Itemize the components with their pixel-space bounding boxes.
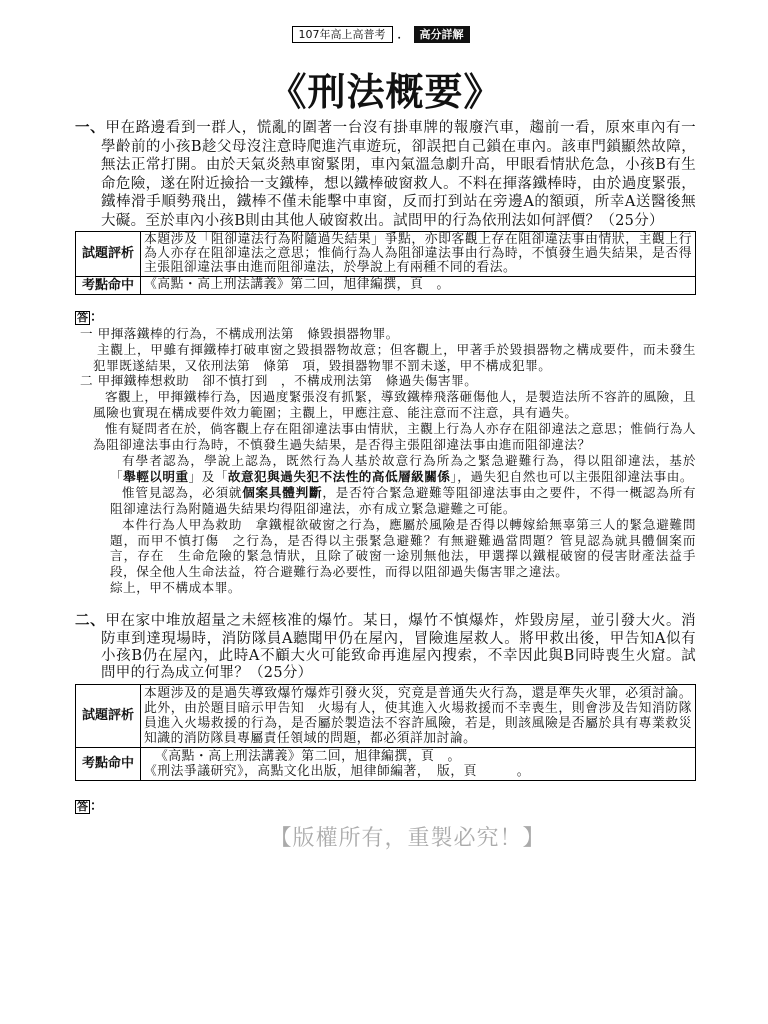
exam-label: 107年高上高普考 [292, 26, 393, 43]
answer-heading-2 [75, 799, 696, 815]
analysis-row [76, 231, 696, 277]
question-text: 甲在路邊看到一群人，慌亂的圍著一台沒有掛車牌的報廢汽車，趨前一看，原來車內有一學齡前的小孩B趁父母沒注意時爬進汽車遊玩，卻誤把自己鎖在車內。該車門鎖顯然故障，無法正常打開。由於天氣炎熱車窗緊閉，車內氣溫急劇升高，甲眼看情狀危急，小孩B有生命危險，遂在附近撿拾一支鐵棒，想以鐵棒破窗救人。不料在揮落鐵棒時，由於過度緊張，鐵棒滑手順勢飛出，鐵棒不僅未能擊中車窗，反而打到站在旁邊A的額頭，所幸A送醫後無大礙。至於車內小孩B則由其他人破窗救出。試問甲的行為依刑法如何評價？（25分） [101, 120, 696, 229]
analysis-row [76, 684, 696, 747]
header-separator: ． [397, 27, 409, 41]
hits-label: 考點命中 [76, 747, 141, 780]
evaluation-table-1 [75, 231, 696, 295]
analysis-label: 試題評析 [76, 684, 141, 747]
emphasis-text: 個案具體判斷 [242, 484, 323, 500]
text-segment: 」及「 [188, 468, 228, 484]
question-1 [75, 119, 696, 231]
hit-item: 《高點・高上刑法講義》第二回，旭律編撰，頁 。 [144, 277, 450, 293]
question-text: 甲在家中堆放超量之未經核准的爆竹。某日，爆竹不慎爆炸，炸毀房屋，並引發大火。消防車到達現場時，消防隊員A聽聞甲仍在屋內，冒險進屋救人。將甲救出後，甲告知A似有小孩B仍在屋內，此時A不顧大火可能致命再進屋內搜索，不幸因此與B同時喪生火窟。試問甲的行為成立何罪？（25分） [101, 613, 696, 682]
text-segment: 有學者認為，學說上認為，既然行為人基於故意行為所為之緊急避難行為，得以阻卻違法，基於「 [110, 453, 696, 484]
answer-colon: ： [90, 309, 104, 325]
answer-paragraph: 主觀上，甲雖有揮鐵棒打破車窗之毀損器物故意；但客觀上，甲著手於毀損器物之構成要件，而未發生犯罪既遂結果，又依刑法第 條第 項，毀損器物罪不罰未遂，甲不構成犯罪。 [93, 341, 696, 373]
answer-paragraph [75, 453, 696, 485]
evaluation-table-2 [75, 684, 696, 781]
hits-row [76, 747, 696, 780]
hits-row [76, 277, 696, 294]
text-segment: 惟管見認為，必須就 [122, 484, 243, 500]
page-title: 《刑法概要》 [268, 69, 503, 114]
answer-paragraph [75, 485, 696, 517]
hits-cell [141, 277, 696, 294]
hit-item: 《高點・高上刑法講義》第二回，旭律編撰，頁 。 [155, 748, 461, 764]
question-number: 二、 [75, 612, 106, 630]
text-segment: 」，過失犯自然也可以主張阻卻違法事由。 [450, 468, 693, 484]
hits-label: 考點命中 [76, 277, 141, 294]
analysis-text: 本題涉及的是過失導致爆竹爆炸引發火災，究竟是普通失火行為，還是準失火罪，必須討論。此外，由於題目暗示甲告知 火場有人，使其進入火場救援而不幸喪生，則會涉及告知消防隊員進入火場救援的行為，是否屬於製造法不容許風險，若是，則該風險是否屬於具有專業救災知識的消防隊員專屬責任領域的問題，都必須詳加討論。 [141, 684, 696, 747]
analysis-label: 試題評析 [76, 231, 141, 277]
answer-heading-1 [75, 310, 696, 326]
answer-paragraph: 惟有疑問者在於，倘客觀上存在阻卻違法事由情狀，主觀上行為人亦存在阻卻違法之意思；惟倘行為人為阻卻違法事由行為時，不慎發生過失結果，是否得主張阻卻違法事由進而阻卻違法？ [93, 421, 696, 453]
emphasis-text: 故意犯與過失犯不法性的高低層級關係 [227, 468, 451, 484]
text-segment: ，是否符合緊急避難等阻卻違法事由之要件，不得一概認為所有阻卻違法行為附隨過失結果均得阻卻違法，亦有成立緊急避難之可能。 [110, 484, 697, 516]
page-header [75, 26, 696, 44]
answer-marker: 答 [77, 310, 88, 324]
answer-marker: 答 [77, 799, 88, 813]
answer-paragraph: 客觀上，甲揮鐵棒行為，因過度緊張沒有抓緊，導致鐵棒飛落砸傷他人，是製造法所不容許的風險，且風險也實現在構成要件效力範圍；主觀上，甲應注意、能注意而不注意，具有過失。 [93, 389, 696, 421]
hits-cell [141, 747, 696, 780]
answer-body-1 [75, 326, 696, 596]
copyright-watermark: 【版權所有，重製必究！】 [269, 825, 546, 851]
answer-colon: ： [90, 798, 104, 814]
emphasis-text: 舉輕以明重 [123, 468, 189, 484]
answer-paragraph: 本件行為人甲為救助 拿鐵棍欲破窗之行為，應屬於風險是否得以轉嫁給無辜第三人的緊急避難問題，而甲不慎打傷 之行為，是否得以主張緊急避難？有無避難過當問題？管見認為就具體個案而言，存在 生命危險的緊急情狀，且除了破窗一途別無他法，甲選擇以鐵棍破窗的侵害財產法益手段，保全他人生命法益，符合避難行為必要性，而得以阻卻過失傷害罪之違法。 [110, 516, 696, 580]
analysis-text: 本題涉及「阻卻違法行為附隨過失結果」爭點，亦即客觀上存在阻卻違法事由情狀，主觀上行為人亦存在阻卻違法之意思；惟倘行為人為阻卻違法事由行為時，不慎發生過失結果，是否得主張阻卻違法事由進而阻卻違法，於學說上有兩種不同的看法。 [141, 231, 696, 277]
answer-conclusion: 綜上，甲不構成本罪。 [110, 580, 241, 596]
answer-point-heading: 一 甲揮落鐵棒的行為，不構成刑法第 條毀損器物罪。 [80, 325, 399, 341]
question-number: 一、 [75, 119, 106, 136]
hit-item: 《刑法爭議研究》，高點文化出版，旭律師編著， 版，頁 。 [144, 763, 531, 779]
answer-point-heading: 二 甲揮鐵棒想救助 卻不慎打到 ，不構成刑法第 條過失傷害罪。 [80, 373, 478, 389]
header-badge: 高分詳解 [414, 26, 470, 43]
question-2 [75, 612, 696, 683]
